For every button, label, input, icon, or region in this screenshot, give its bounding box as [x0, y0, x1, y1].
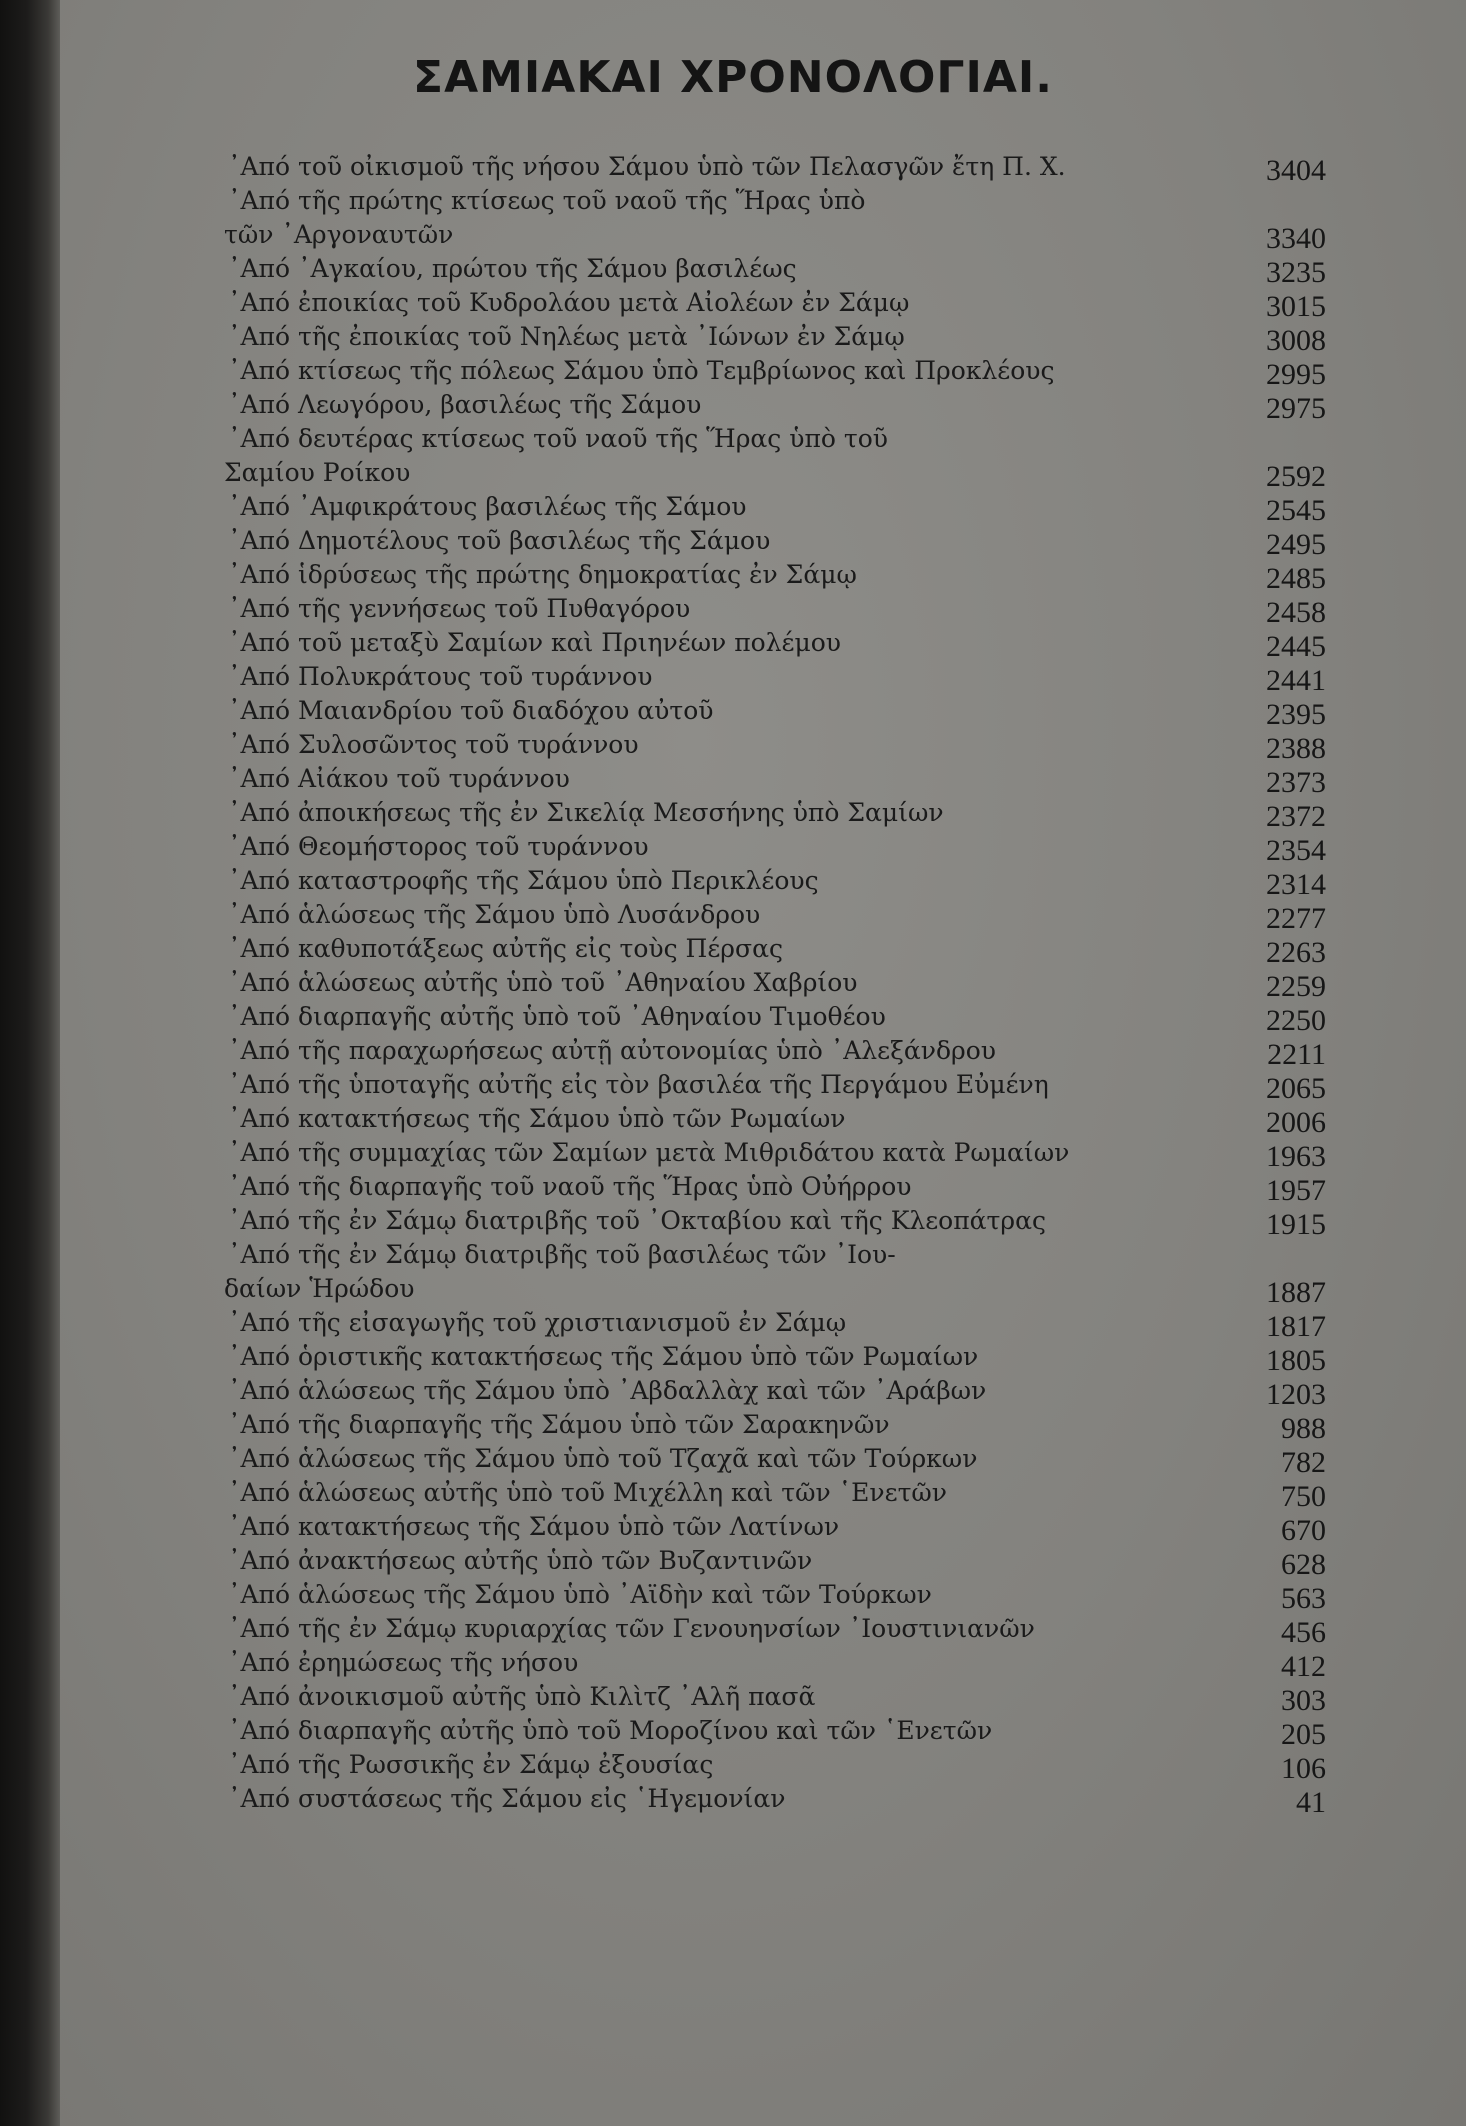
- entry-text: τῶν ᾿Αργοναυτῶν: [224, 220, 454, 249]
- chronology-entry: [228, 1102, 1338, 1139]
- entry-year: 2006: [1266, 1106, 1326, 1139]
- chronology-entry: [228, 728, 1338, 765]
- entry-text: ᾿Από ἁλώσεως τῆς Σάμου ὑπὸ Λυσάνδρου: [228, 900, 761, 929]
- page-title: ΣΑΜΙΑΚΑΙ ΧΡΟΝΟΛΟΓΙΑΙ.: [413, 52, 1053, 103]
- chronology-entry: [228, 1306, 1338, 1343]
- entry-text: ᾿Από ὁριστικῆς κατακτήσεως τῆς Σάμου ὑπὸ τῶν Ρωμαίων: [228, 1342, 979, 1371]
- chronology-entry: [228, 626, 1338, 663]
- entry-year: 2314: [1266, 868, 1326, 901]
- chronology-entry: [228, 864, 1338, 901]
- chronology-entry: [224, 1238, 1338, 1309]
- entry-year: 1915: [1266, 1208, 1326, 1241]
- chronology-entry: [228, 694, 1338, 731]
- entry-year: 1957: [1266, 1174, 1326, 1207]
- entry-year: 1887: [1266, 1276, 1326, 1309]
- chronology-entry: [228, 1068, 1338, 1105]
- entry-text: ᾿Από τῆς Ρωσσικῆς ἐν Σάμῳ ἐξουσίας: [228, 1750, 714, 1779]
- chronology-entry: [228, 592, 1338, 629]
- entry-text: ᾿Από ἐρημώσεως τῆς νήσου: [228, 1648, 579, 1677]
- entry-text: ᾿Από συστάσεως τῆς Σάμου εἰς ῾Ηγεμονίαν: [228, 1784, 786, 1813]
- entry-text: ᾿Από τῆς πρώτης κτίσεως τοῦ ναοῦ τῆς Ἥρας ὑπὸ: [228, 186, 866, 215]
- chronology-entry: [228, 1544, 1338, 1581]
- entry-text: ᾿Από καταστροφῆς τῆς Σάμου ὑπὸ Περικλέους: [228, 866, 819, 895]
- entry-text: ᾿Από ᾿Αμφικράτους βασιλέως τῆς Σάμου: [228, 492, 747, 521]
- entry-year: 628: [1281, 1548, 1326, 1581]
- entry-text: ᾿Από τῆς γεννήσεως τοῦ Πυθαγόρου: [228, 594, 691, 623]
- entry-year: 3340: [1266, 222, 1326, 255]
- entry-year: 750: [1281, 1480, 1326, 1513]
- entry-text: ᾿Από κτίσεως τῆς πόλεως Σάμου ὑπὸ Τεμβρίωνος καὶ Προκλέους: [228, 356, 1055, 385]
- entry-text: ᾿Από κατακτήσεως τῆς Σάμου ὑπὸ τῶν Ρωμαίων: [228, 1104, 846, 1133]
- entry-text: ᾿Από ἁλώσεως τῆς Σάμου ὑπὸ ᾿Αϊδὴν καὶ τῶν Τούρκων: [228, 1580, 932, 1609]
- chronology-entry: [228, 1408, 1338, 1445]
- entry-year: 2458: [1266, 596, 1326, 629]
- entry-text: ᾿Από Θεομήστορος τοῦ τυράννου: [228, 832, 649, 861]
- entry-text: ᾿Από ἀνοικισμοῦ αὐτῆς ὑπὸ Κιλὶτζ ᾿Αλῆ πασᾶ: [228, 1682, 816, 1711]
- chronology-entry: [228, 1374, 1338, 1411]
- entry-text: ᾿Από ἁλώσεως αὐτῆς ὑπὸ τοῦ ᾿Αθηναίου Χαβρίου: [228, 968, 858, 997]
- chronology-entry: [228, 524, 1338, 561]
- chronology-entry: [228, 1646, 1338, 1683]
- entry-text: ᾿Από τῆς ἐν Σάμῳ κυριαρχίας τῶν Γενουηνσίων ᾿Ιουστινιανῶν: [228, 1614, 1035, 1643]
- entry-text: ᾿Από ᾿Αγκαίου, πρώτου τῆς Σάμου βασιλέως: [228, 254, 797, 283]
- entry-text: ᾿Από Λεωγόρου, βασιλέως τῆς Σάμου: [228, 390, 702, 419]
- entry-year: 3235: [1266, 256, 1326, 289]
- chronology-entry: [228, 830, 1338, 867]
- chronology-entry: [228, 1340, 1338, 1377]
- entry-year: 41: [1296, 1786, 1326, 1819]
- entry-text: ᾿Από ἁλώσεως αὐτῆς ὑπὸ τοῦ Μιχέλλη καὶ τῶν ῾Ενετῶν: [228, 1478, 947, 1507]
- entry-text: ᾿Από δευτέρας κτίσεως τοῦ ναοῦ τῆς Ἥρας ὑπὸ τοῦ: [228, 424, 888, 453]
- entry-text: ᾿Από διαρπαγῆς αὐτῆς ὑπὸ τοῦ ᾿Αθηναίου Τιμοθέου: [228, 1002, 886, 1031]
- entry-year: 2211: [1267, 1038, 1326, 1071]
- entry-year: 3008: [1266, 324, 1326, 357]
- entry-year: 2373: [1266, 766, 1326, 799]
- entry-text: ᾿Από τῆς παραχωρήσεως αὐτῇ αὐτονομίας ὑπὸ ᾿Αλεξάνδρου: [228, 1036, 996, 1065]
- chronology-entry: [228, 1204, 1338, 1241]
- chronology-entry: [228, 1680, 1338, 1717]
- entry-year: 2395: [1266, 698, 1326, 731]
- chronology-entry: [228, 1034, 1338, 1071]
- entry-year: 2545: [1266, 494, 1326, 527]
- entry-year: 2485: [1266, 562, 1326, 595]
- entry-text: ᾿Από τῆς διαρπαγῆς τῆς Σάμου ὑπὸ τῶν Σαρακηνῶν: [228, 1410, 890, 1439]
- chronology-entry: [228, 1748, 1338, 1785]
- entry-year: 2372: [1266, 800, 1326, 833]
- chronology-entry: [228, 558, 1338, 595]
- entry-year: 2441: [1266, 664, 1326, 697]
- entry-text: ᾿Από τῆς συμμαχίας τῶν Σαμίων μετὰ Μιθριδάτου κατὰ Ρωμαίων: [228, 1138, 1070, 1167]
- chronology-entry: [228, 1442, 1338, 1479]
- chronology-entry: [224, 184, 1338, 255]
- chronology-entry: [228, 1170, 1338, 1207]
- entry-text: ᾿Από κατακτήσεως τῆς Σάμου ὑπὸ τῶν Λατίνων: [228, 1512, 840, 1541]
- entry-year: 2250: [1266, 1004, 1326, 1037]
- chronology-entry: [228, 1612, 1338, 1649]
- chronology-entry: [228, 966, 1338, 1003]
- entry-text: ᾿Από Συλοσῶντος τοῦ τυράννου: [228, 730, 639, 759]
- entry-text: ᾿Από ἀνακτήσεως αὐτῆς ὑπὸ τῶν Βυζαντινῶν: [228, 1546, 813, 1575]
- entry-text: ᾿Από Πολυκράτους τοῦ τυράννου: [228, 662, 653, 691]
- entry-year: 1963: [1266, 1140, 1326, 1173]
- entry-year: 3404: [1266, 154, 1326, 187]
- entry-text: ᾿Από ἐποικίας τοῦ Κυδρολάου μετὰ Αἰολέων ἐν Σάμῳ: [228, 288, 910, 317]
- entry-text: ᾿Από τῆς ὑποταγῆς αὐτῆς εἰς τὸν βασιλέα τῆς Περγάμου Εὐμένη: [228, 1070, 1049, 1099]
- entry-year: 1817: [1266, 1310, 1326, 1343]
- entry-text: ᾿Από διαρπαγῆς αὐτῆς ὑπὸ τοῦ Μοροζίνου καὶ τῶν ῾Ενετῶν: [228, 1716, 993, 1745]
- chronology-entry: [228, 286, 1338, 323]
- entry-text: ᾿Από τῆς ἐν Σάμῳ διατριβῆς τοῦ ᾿Οκταβίου καὶ τῆς Κλεοπάτρας: [228, 1206, 1046, 1235]
- entry-year: 106: [1281, 1752, 1326, 1785]
- chronology-entry: [228, 150, 1338, 187]
- entry-year: 670: [1281, 1514, 1326, 1547]
- chronology-entry: [228, 490, 1338, 527]
- entry-text: ᾿Από Δημοτέλους τοῦ βασιλέως τῆς Σάμου: [228, 526, 771, 555]
- entry-text: ᾿Από τοῦ οἰκισμοῦ τῆς νήσου Σάμου ὑπὸ τῶν Πελασγῶν ἔτη Π. Χ.: [228, 152, 1066, 181]
- entry-text: ᾿Από τῆς ἐποικίας τοῦ Νηλέως μετὰ ᾿Ιώνων ἐν Σάμῳ: [228, 322, 905, 351]
- entry-text: ᾿Από ἁλώσεως τῆς Σάμου ὑπὸ τοῦ Τζαχᾶ καὶ τῶν Τούρκων: [228, 1444, 978, 1473]
- chronology-entry: [228, 1476, 1338, 1513]
- entry-year: 2445: [1266, 630, 1326, 663]
- entry-year: 782: [1281, 1446, 1326, 1479]
- chronology-entry: [228, 1782, 1338, 1819]
- entry-year: 412: [1281, 1650, 1326, 1683]
- entry-text: δαίων Ἡρώδου: [224, 1274, 415, 1303]
- entry-year: 2388: [1266, 732, 1326, 765]
- entry-text: ᾿Από τοῦ μεταξὺ Σαμίων καὶ Πριηνέων πολέμου: [228, 628, 841, 657]
- entry-text: ᾿Από τῆς διαρπαγῆς τοῦ ναοῦ τῆς Ἥρας ὑπὸ Οὐήρρου: [228, 1172, 912, 1201]
- entry-text: ᾿Από τῆς εἰσαγωγῆς τοῦ χριστιανισμοῦ ἐν Σάμῳ: [228, 1308, 847, 1337]
- entry-year: 2065: [1266, 1072, 1326, 1105]
- entry-year: 2592: [1266, 460, 1326, 493]
- entry-year: 2995: [1266, 358, 1326, 391]
- entry-year: 2259: [1266, 970, 1326, 1003]
- chronology-entry: [228, 660, 1338, 697]
- entry-year: 2975: [1266, 392, 1326, 425]
- entry-year: 2354: [1266, 834, 1326, 867]
- chronology-entry: [228, 1136, 1338, 1173]
- entry-text: ᾿Από καθυποτάξεως αὐτῆς εἰς τοὺς Πέρσας: [228, 934, 783, 963]
- entry-year: 1805: [1266, 1344, 1326, 1377]
- chronology-entry: [224, 422, 1338, 493]
- chronology-entry: [228, 388, 1338, 425]
- entry-year: 2263: [1266, 936, 1326, 969]
- chronology-entry: [228, 932, 1338, 969]
- chronology-entry: [228, 354, 1338, 391]
- entry-text: ᾿Από ἁλώσεως τῆς Σάμου ὑπὸ ᾿Αβδαλλὰχ καὶ τῶν ᾿Αράβων: [228, 1376, 987, 1405]
- chronology-entry: [228, 898, 1338, 935]
- entry-text: ᾿Από Μαιανδρίου τοῦ διαδόχου αὐτοῦ: [228, 696, 714, 725]
- chronology-entry: [228, 762, 1338, 799]
- entry-text: Σαμίου Ροίκου: [224, 458, 411, 487]
- entry-year: 2277: [1266, 902, 1326, 935]
- chronology-entry: [228, 1578, 1338, 1615]
- entry-text: ᾿Από Αἰάκου τοῦ τυράννου: [228, 764, 570, 793]
- entry-year: 2495: [1266, 528, 1326, 561]
- entry-text: ᾿Από ἱδρύσεως τῆς πρώτης δημοκρατίας ἐν Σάμῳ: [228, 560, 857, 589]
- entry-text: ᾿Από τῆς ἐν Σάμῳ διατριβῆς τοῦ βασιλέως τῶν ᾿Ιου-: [228, 1240, 896, 1269]
- entry-text: ᾿Από ἀποικήσεως τῆς ἐν Σικελίᾳ Μεσσήνης ὑπὸ Σαμίων: [228, 798, 944, 827]
- entry-year: 1203: [1266, 1378, 1326, 1411]
- chronology-entry: [228, 252, 1338, 289]
- entry-year: 988: [1281, 1412, 1326, 1445]
- chronology-entry: [228, 1510, 1338, 1547]
- chronology-entry: [228, 1714, 1338, 1751]
- entry-year: 456: [1281, 1616, 1326, 1649]
- entry-year: 303: [1281, 1684, 1326, 1717]
- chronology-entry: [228, 1000, 1338, 1037]
- chronology-entry: [228, 796, 1338, 833]
- chronology-entry: [228, 320, 1338, 357]
- entry-year: 563: [1281, 1582, 1326, 1615]
- entry-year: 3015: [1266, 290, 1326, 323]
- entry-year: 205: [1281, 1718, 1326, 1751]
